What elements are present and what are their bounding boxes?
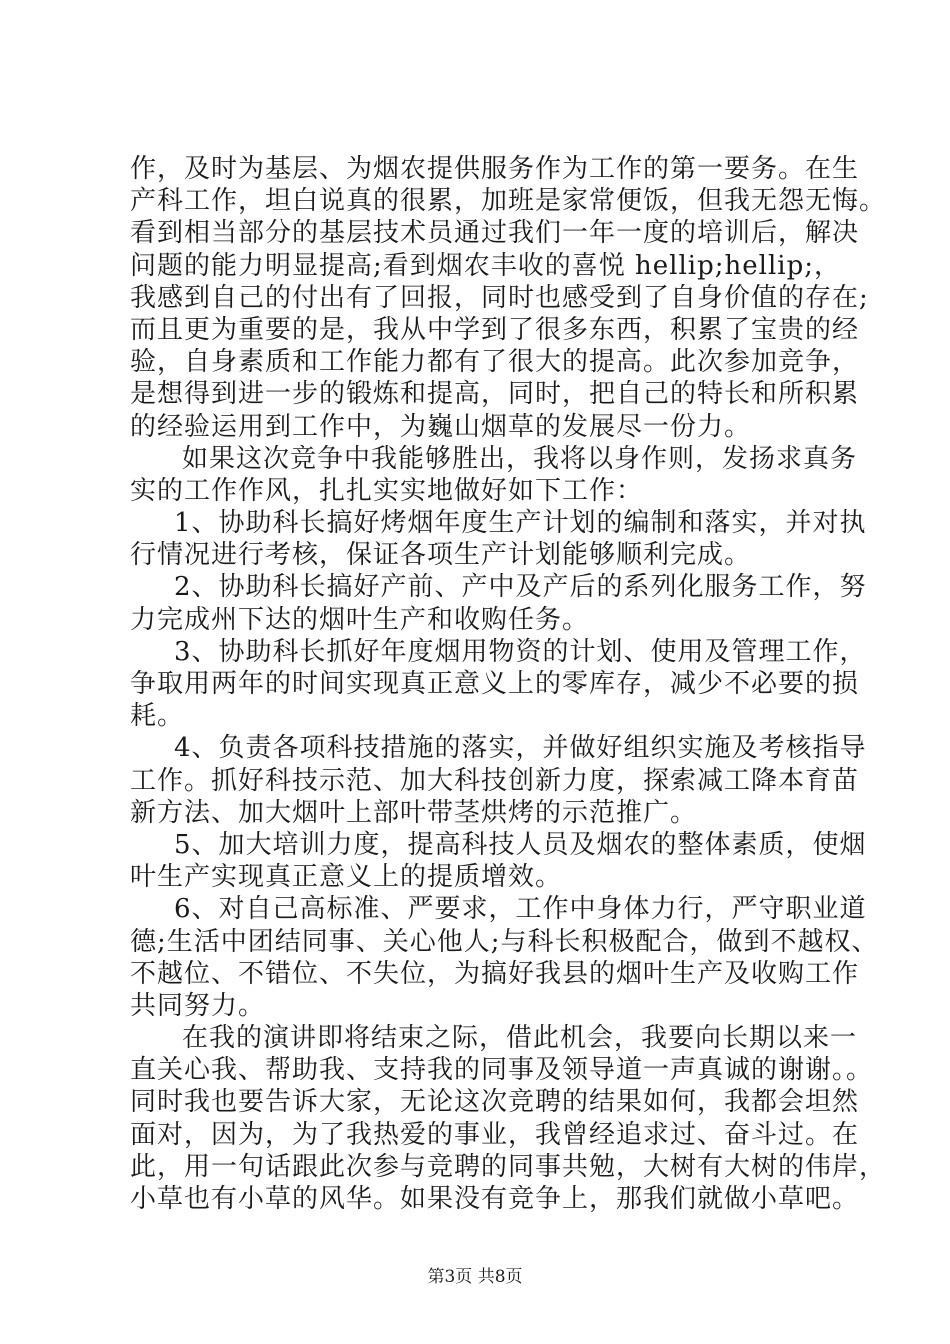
text-line: 工作。抓好科技示范、加大科技创新力度，探索减工降本育苗 — [130, 765, 860, 796]
text-line: 此，用一句话跟此次参与竞聘的同事共勉，大树有大树的伟岸， — [130, 1151, 887, 1182]
text-line: 问题的能力明显提高;看到烟农丰收的喜悦 hellip;hellip;， — [130, 250, 841, 281]
text-line: 小草也有小草的风华。如果没有竞争上，那我们就做小草吧。 — [130, 1184, 860, 1214]
text-line: 面对，因为，为了我热爱的事业，我曾经追求过、奋斗过。在 — [130, 1119, 860, 1150]
text-line: 验，自身素质和工作能力都有了很大的提高。此次参加竞争， — [130, 347, 860, 378]
text-line: 实的工作作风，扎扎实实地做好如下工作： — [130, 475, 644, 506]
text-line: 争取用两年的时间实现真正意义上的零库存，减少不必要的损 — [130, 669, 860, 699]
list-item-1-line: 1、协助科长搞好烤烟年度生产计划的编制和落实，并对执 — [174, 508, 867, 539]
text-line: 的经验运用到工作中，为巍山烟草的发展尽一份力。 — [130, 411, 752, 442]
text-line: 共同努力。 — [130, 990, 266, 1021]
text-line: 耗。 — [130, 701, 185, 732]
text-line: 产科工作，坦白说真的很累，加班是家常便饭，但我无怨无悔。 — [130, 186, 887, 217]
list-item-2-line: 2、协助科长搞好产前、产中及产后的系列化服务工作，努 — [174, 572, 867, 603]
text-line: 直关心我、帮助我、支持我的同事及领导道一声真诚的谢谢。。 — [130, 1055, 874, 1086]
text-line: 力完成州下达的烟叶生产和收购任务。 — [130, 604, 590, 635]
text-line: 而且更为重要的是，我从中学到了很多东西，积累了宝贵的经 — [130, 314, 860, 345]
text-line: 德;生活中团结同事、关心他人;与科长积极配合，做到不越权、 — [130, 926, 879, 957]
list-item-5-line: 5、加大培训力度，提高科技人员及烟农的整体素质，使烟 — [174, 829, 867, 860]
page-number-footer: 第3页 共8页 — [427, 1267, 523, 1287]
paragraph-start-line: 如果这次竞争中我能够胜出，我将以身作则，发扬求真务 — [182, 443, 858, 474]
list-item-4-line: 4、负责各项科技措施的落实，并做好组织实施及考核指导 — [174, 733, 867, 764]
text-line: 是想得到进一步的锻炼和提高，同时，把自己的特长和所积累 — [130, 379, 860, 410]
paragraph-start-line: 在我的演讲即将结束之际，借此机会，我要向长期以来一 — [182, 1023, 858, 1054]
text-line: 叶生产实现真正意义上的提质增效。 — [130, 862, 563, 893]
body-text — [130, 153, 887, 1215]
text-line: 我感到自己的付出有了回报，同时也感受到了自身价值的存在; — [130, 282, 869, 313]
text-line: 作，及时为基层、为烟农提供服务作为工作的第一要务。在生 — [130, 154, 860, 184]
text-line: 看到相当部分的基层技术员通过我们一年一度的培训后，解决 — [130, 218, 860, 249]
text-line: 同时我也要告诉大家，无论这次竞聘的结果如何，我都会坦然 — [130, 1087, 860, 1118]
list-item-3-line: 3、协助科长抓好年度烟用物资的计划、使用及管理工作， — [174, 636, 867, 667]
text-line: 行情况进行考核，保证各项生产计划能够顺利完成。 — [130, 540, 752, 571]
list-item-6-line: 6、对自己高标准、严要求，工作中身体力行，严守职业道 — [174, 894, 867, 925]
text-line: 新方法、加大烟叶上部叶带茎烘烤的示范推广。 — [130, 797, 698, 828]
text-line: 不越位、不错位、不失位，为搞好我县的烟叶生产及收购工作 — [130, 958, 860, 989]
